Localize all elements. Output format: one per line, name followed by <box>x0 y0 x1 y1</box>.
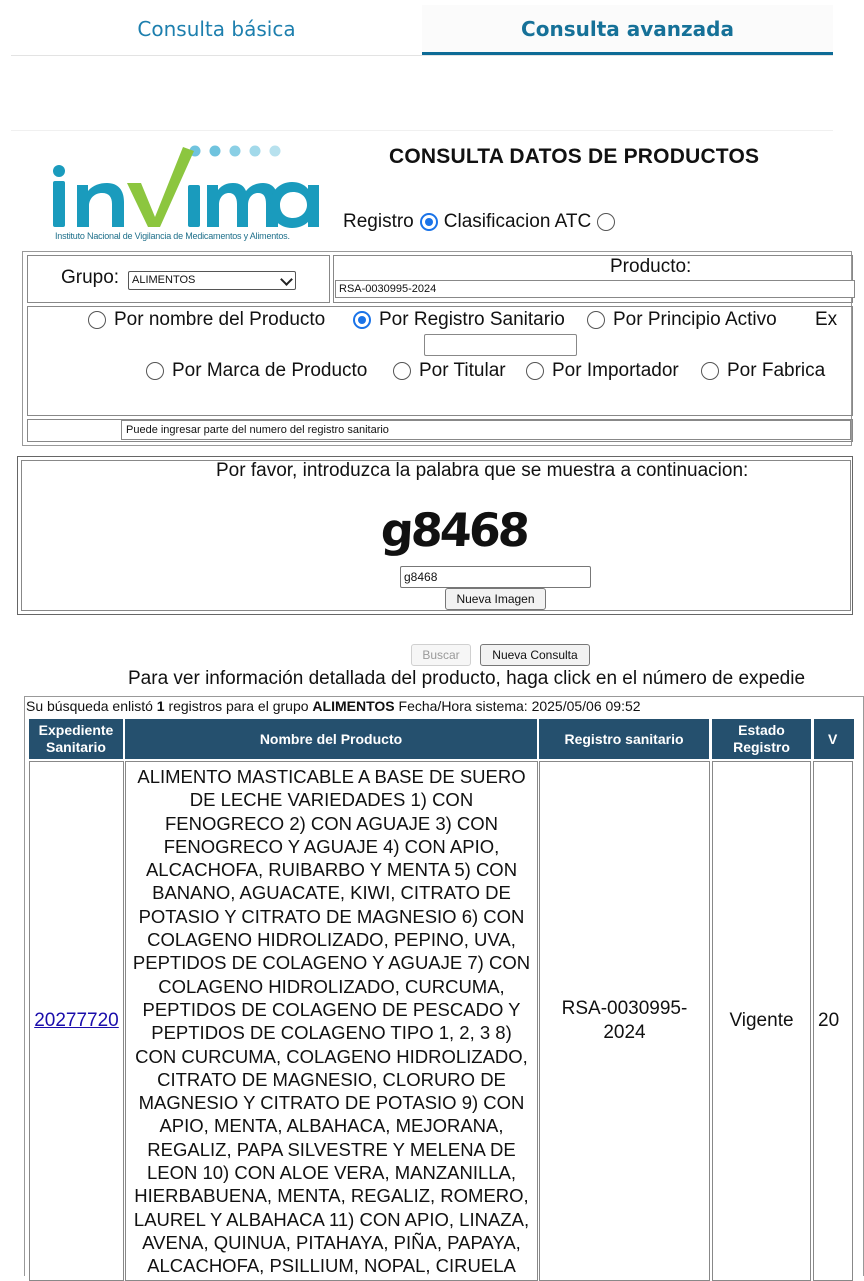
results-info-text: Para ver información detallada del producto, haga click en el número de expedie <box>128 668 806 689</box>
table-row-estado: Vigente <box>712 761 811 1281</box>
summary-group: ALIMENTOS <box>312 698 395 714</box>
producto-input[interactable]: RSA-0030995-2024 <box>335 280 855 298</box>
invima-logo-icon <box>25 139 325 241</box>
table-row-nombre: ALIMENTO MASTICABLE A BASE DE SUERO DE LECHE VARIEDADES 1) CON FENOGRECO 2) CON AGUAJE 3) CON FENOGRECO Y AGUAJE 4) CON APIO, ALCACHOFA, RUIBARBO Y MENTA 5) CON BANANO, AGUACATE, KIWI, CITRATO DE POTASIO Y CITRATO DE MAGNESIO 6) CON COLAGENO HIDROLIZADO, PEPINO, UVA, PEPTIDOS DE COLAGENO Y AGUAJE 7) CON COLAGENO HIDROLIZADO, CURCUMA, PEPTIDOS DE COLAGENO DE PESCADO Y PEPTIDOS DE COLAGENO TIPO 1, 2, 3 8) CON CURCUMA, COLAGENO HIDROLIZADO, CITRATO DE MAGNESIO, CLORURO DE MAGNESIO Y CITRATO DE POTASIO 9) CON APIO, MENTA, ALBAHACA, MEJORANA, REGALIZ, PAPA SILVESTRE Y MELENA DE LEON 10) CON ALOE VERA, MANZANILLA, HIERBABUENA, MENTA, REGALIZ, ROMERO, LAUREL Y ALBAHACA 11) CON APIO, LINAZA, AVENA, QUINUA, PITAHAYA, PIÑA, PAPAYA, ALCACHOFA, PSILLIUM, NOPAL, CIRUELA <box>125 761 538 1281</box>
option-importador-label: Por Importador <box>552 360 679 381</box>
option-titular-radio[interactable] <box>393 362 411 380</box>
expediente-link[interactable]: 20277720 <box>34 1010 119 1031</box>
option-titular-label: Por Titular <box>419 360 506 381</box>
producto-label: Producto: <box>610 256 692 277</box>
col-nombre: Nombre del Producto <box>125 719 537 759</box>
captcha-prompt: Por favor, introduzca la palabra que se muestra a continuacion: <box>216 460 749 481</box>
option-fabricante-label: Por Fabrica <box>727 360 826 381</box>
table-row-registro: RSA-0030995-2024 <box>539 761 710 1281</box>
option-ex-label: Ex <box>815 309 838 330</box>
option-principio-label: Por Principio Activo <box>613 309 777 330</box>
mode-atc-radio[interactable] <box>597 213 615 231</box>
col-registro: Registro sanitario <box>539 719 709 759</box>
new-image-button[interactable]: Nueva Imagen <box>445 588 546 610</box>
results-summary <box>26 698 641 714</box>
option-registro-sanitario[interactable] <box>353 309 565 331</box>
summary-prefix: Su búsqueda enlistó <box>26 698 157 714</box>
option-principio-radio[interactable] <box>587 311 605 329</box>
mode-selector <box>343 211 615 233</box>
mode-registro-label: Registro <box>343 211 414 232</box>
captcha-input[interactable]: g8468 <box>400 566 591 588</box>
summary-mid: registros para el grupo <box>164 698 313 714</box>
option-marca-producto[interactable] <box>146 360 367 382</box>
captcha-image: g8468 <box>379 503 529 557</box>
option-registro-radio[interactable] <box>353 311 371 329</box>
col-estado: Estado Registro <box>712 719 811 759</box>
option-marca-label: Por Marca de Producto <box>172 360 368 381</box>
option-fabricante-radio[interactable] <box>701 362 719 380</box>
nueva-consulta-button[interactable]: Nueva Consulta <box>480 644 590 666</box>
logo-subtitle: Instituto Nacional de Vigilancia de Medicamentos y Alimentos. <box>55 231 290 241</box>
tab-consulta-basica[interactable]: Consulta básica <box>137 17 296 41</box>
hint-text: Puede ingresar parte del numero del registro sanitario <box>121 420 851 440</box>
page-title: CONSULTA DATOS DE PRODUCTOS <box>389 145 760 168</box>
buscar-button[interactable]: Buscar <box>411 644 471 666</box>
table-row-expediente <box>29 761 124 1281</box>
table-row-vencimiento: 20 <box>813 761 853 1281</box>
option-principio-activo[interactable] <box>587 309 777 331</box>
option-registro-label: Por Registro Sanitario <box>379 309 565 330</box>
option-nombre-label: Por nombre del Producto <box>114 309 326 330</box>
search-panel <box>11 130 840 1277</box>
option-nombre-radio[interactable] <box>88 311 106 329</box>
grupo-label: Grupo: <box>61 267 120 288</box>
summary-suffix: Fecha/Hora sistema: 2025/05/06 09:52 <box>394 698 641 714</box>
grupo-select[interactable] <box>128 271 296 290</box>
option-importador-radio[interactable] <box>526 362 544 380</box>
option-titular[interactable] <box>393 360 506 382</box>
col-expediente: Expediente Sanitario <box>29 719 123 759</box>
chevron-down-icon <box>280 273 293 286</box>
option-marca-radio[interactable] <box>146 362 164 380</box>
mode-registro-radio[interactable] <box>420 213 438 231</box>
extra-search-input[interactable] <box>424 334 577 356</box>
tab-consulta-avanzada[interactable]: Consulta avanzada <box>422 5 833 55</box>
mode-atc-label: Clasificacion ATC <box>443 211 592 232</box>
option-fabricante[interactable] <box>701 360 825 382</box>
grupo-select-value: ALIMENTOS <box>132 274 196 286</box>
col-vencimiento: V <box>814 719 854 759</box>
option-nombre-producto[interactable] <box>88 309 325 331</box>
summary-count: 1 <box>156 698 165 714</box>
tab-bar <box>11 5 833 56</box>
invima-logo <box>25 139 325 241</box>
option-importador[interactable] <box>526 360 679 382</box>
option-ex[interactable] <box>815 309 837 331</box>
